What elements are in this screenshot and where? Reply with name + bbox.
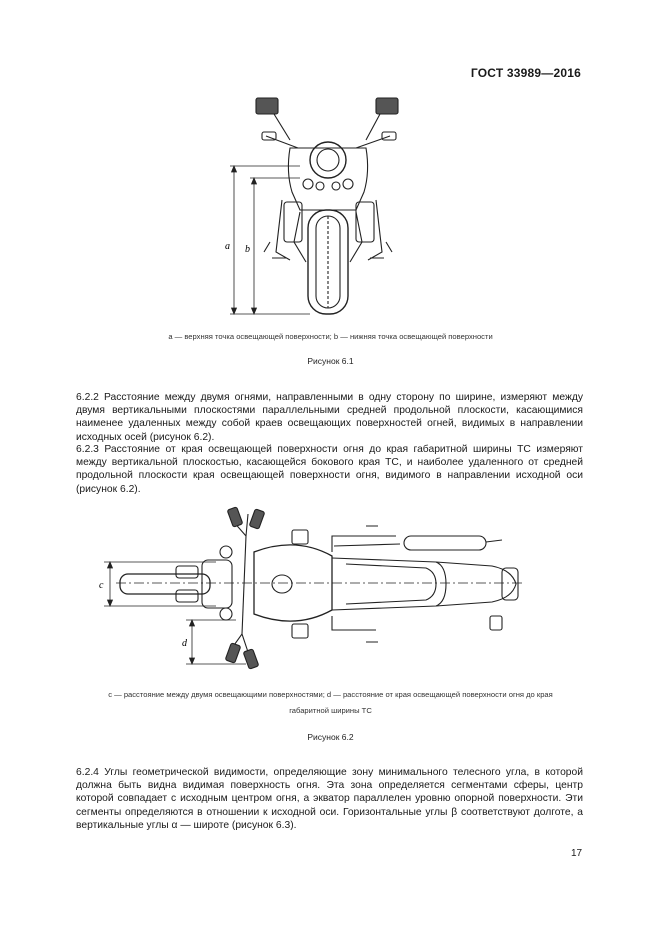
figure-6-2-caption-line1: c — расстояние между двумя освещающими поверхностями; d — расстояние от края освещающей поверхности огня до края xyxy=(108,690,553,699)
figure-6-1-caption: a — верхняя точка освещающей поверхности; b — нижняя точка освещающей поверхности xyxy=(168,332,493,341)
paragraph-6-2-3 xyxy=(76,443,583,496)
paragraph-6-2-2-text: 6.2.2 Расстояние между двумя огнями, направленными в одну сторону по ширине, измеряют между двумя вертикальными плоскостями параллельными средней продольной плоскости, касающимися наименее удаленных между собой краев освещающих поверхностей огней, видимых в направлении исходных осей (рисунок 6.2). xyxy=(76,392,583,443)
figure-6-2-title: Рисунок 6.2 xyxy=(307,732,354,742)
dim-label-d: d xyxy=(182,638,187,649)
standard-header: ГОСТ 33989—2016 xyxy=(470,66,581,80)
paragraph-6-2-3-text: 6.2.3 Расстояние от края освещающей поверхности огня до края габаритной ширины ТС измеряют между вертикальной плоскостью, касающейся бокового края ТС, и наиболее удаленного от средней продольной плоскости края освещающей поверхности огня, видимого в направлении исходной оси (рисунок 6.2). xyxy=(76,444,583,495)
dim-label-a: a xyxy=(225,241,230,252)
paragraph-6-2-2 xyxy=(76,391,583,444)
dim-label-b: b xyxy=(245,244,250,255)
dim-label-c: c xyxy=(99,580,104,591)
paragraph-6-2-4 xyxy=(76,766,583,832)
figure-6-1-title: Рисунок 6.1 xyxy=(307,356,354,366)
figure-6-2-drawing xyxy=(96,506,526,676)
page-number: 17 xyxy=(571,848,583,859)
figure-6-1-drawing xyxy=(200,92,440,322)
paragraph-6-2-4-text: 6.2.4 Углы геометрической видимости, определяющие зону минимального телесного угла, в которой должна быть видна видимая поверхность огня. Эта зона определяется сегментами сферы, центр которой совпадает с исходным центром огня, а экватор параллелен уровню опорной поверхности. Эти сегменты определяются в отношении к исходной оси. Горизонтальные углы β соответствуют долготе, а вертикальные углы α — широте (рисунок 6.3). xyxy=(76,767,583,831)
figure-6-2-caption-line2: габаритной ширины ТС xyxy=(289,706,372,715)
